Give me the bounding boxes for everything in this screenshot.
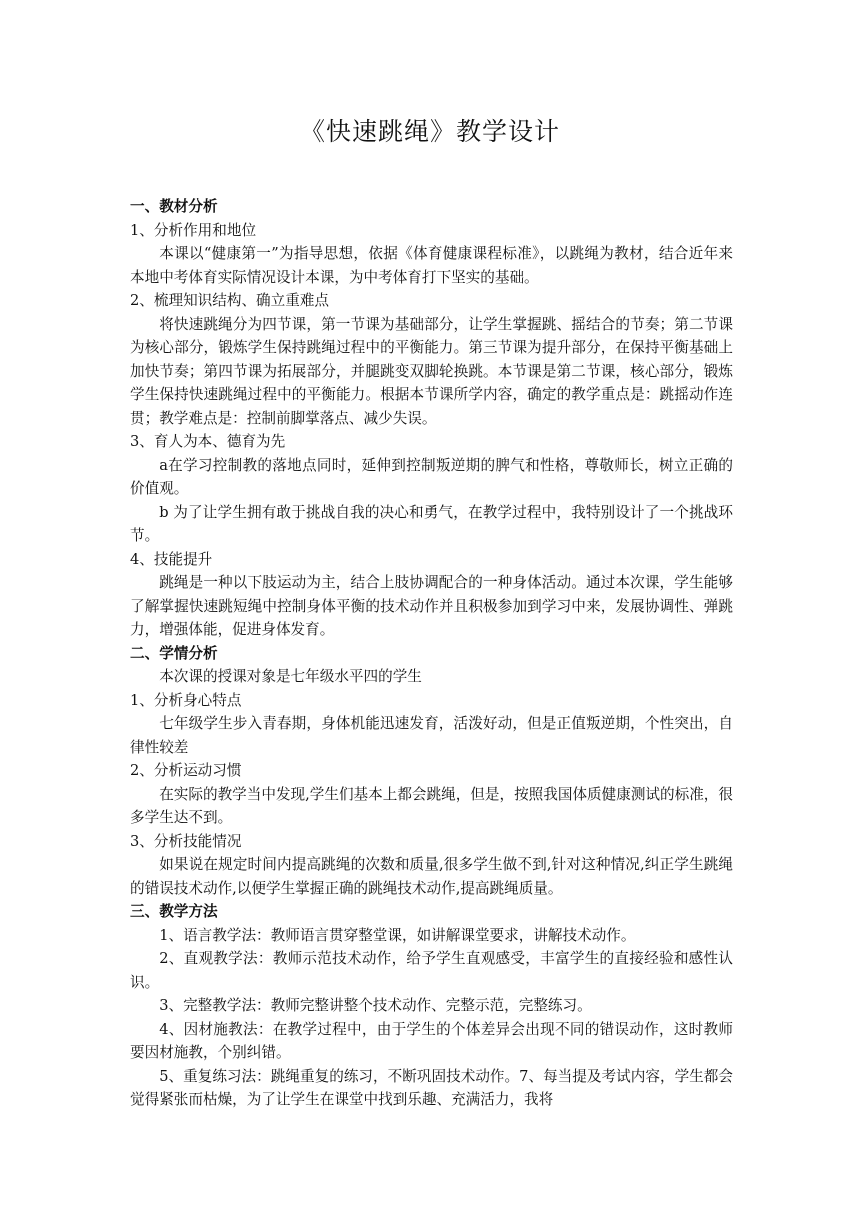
paragraph: 七年级学生步入青春期，身体机能迅速发育，活泼好动，但是正值叛逆期，个性突出，自律性较差 xyxy=(130,715,733,756)
subsection-heading: 3、育人为本、德育为先 xyxy=(130,433,286,450)
paragraph: a在学习控制教的落地点同时，延伸到控制叛逆期的脾气和性格，尊敬师长，树立正确的价值观。 xyxy=(130,456,733,497)
subsection-heading: 4、技能提升 xyxy=(130,550,213,568)
section-heading: 二、学情分析 xyxy=(130,644,218,662)
subsection-heading: 1、分析身心特点 xyxy=(130,691,242,709)
section-heading: 三、教学方法 xyxy=(130,903,218,920)
section-heading: 一、教材分析 xyxy=(130,198,218,215)
paragraph: 1、语言教学法：教师语言贯穿整堂课，如讲解课堂要求，讲解技术动作。 xyxy=(159,926,636,944)
document-title: 《快速跳绳》教学设计 xyxy=(299,117,560,146)
paragraph: 在实际的教学当中发现,学生们基本上都会跳绳，但是，按照我国体质健康测试的标准，很多学生达不到。 xyxy=(130,785,733,826)
paragraph: 本次课的授课对象是七年级水平四的学生 xyxy=(159,668,422,685)
subsection-heading: 2、分析运动习惯 xyxy=(130,762,242,779)
subsection-heading: 1、分析作用和地位 xyxy=(130,221,257,239)
paragraph: 如果说在规定时间内提高跳绳的次数和质量,很多学生做不到,针对这种情况,纠正学生跳绳的错误技术动作,以便学生掌握正确的跳绳技术动作,提高跳绳质量。 xyxy=(130,856,733,897)
paragraph: 3、完整教学法：教师完整讲整个技术动作、完整示范，完整练习。 xyxy=(159,997,592,1014)
subsection-heading: 3、分析技能情况 xyxy=(130,832,242,850)
paragraph: b 为了让学生拥有敢于挑战自我的决心和勇气，在教学过程中，我特别设计了一个挑战环节。 xyxy=(130,503,734,544)
paragraph: 4、因材施教法：在教学过程中，由于学生的个体差异会出现不同的错误动作，这时教师要因材施教，个别纠错。 xyxy=(130,1020,733,1061)
paragraph: 跳绳是一种以下肢运动为主，结合上肢协调配合的一种身体活动。通过本次课，学生能够了解掌握快速跳短绳中控制身体平衡的技术动作并且积极参加到学习中来，发展协调性、弹跳力，增强体能，促进身体发育。 xyxy=(130,574,733,638)
paragraph: 5、重复练习法：跳绳重复的练习，不断巩固技术动作。7、每当提及考试内容，学生都会觉得紧张而枯燥，为了让学生在课堂中找到乐趣、充满活力，我将 xyxy=(130,1067,733,1108)
document-body xyxy=(130,195,733,1112)
subsection-heading: 2、梳理知识结构、确立重难点 xyxy=(130,292,330,309)
paragraph: 本课以“健康第一”为指导思想，依据《体育健康课程标准》，以跳绳为教材，结合近年来本地中考体育实际情况设计本课，为中考体育打下坚实的基础。 xyxy=(130,245,733,286)
paragraph: 2、直观教学法：教师示范技术动作，给予学生直观感受，丰富学生的直接经验和感性认识。 xyxy=(130,950,733,991)
paragraph: 将快速跳绳分为四节课，第一节课为基础部分，让学生掌握跳、摇结合的节奏；第二节课为核心部分，锻炼学生保持跳绳过程中的平衡能力。第三节课为提升部分，在保持平衡基础上加快节奏；第四节课为拓展部分，并腿跳变双脚轮换跳。本节课是第二节课，核心部分，锻炼学生保持快速跳绳过程中的平衡能力。根据本节课所学内容，确定的教学重点是：跳摇动作连贯；教学难点是：控制前脚掌落点、减少失误。 xyxy=(130,315,733,427)
